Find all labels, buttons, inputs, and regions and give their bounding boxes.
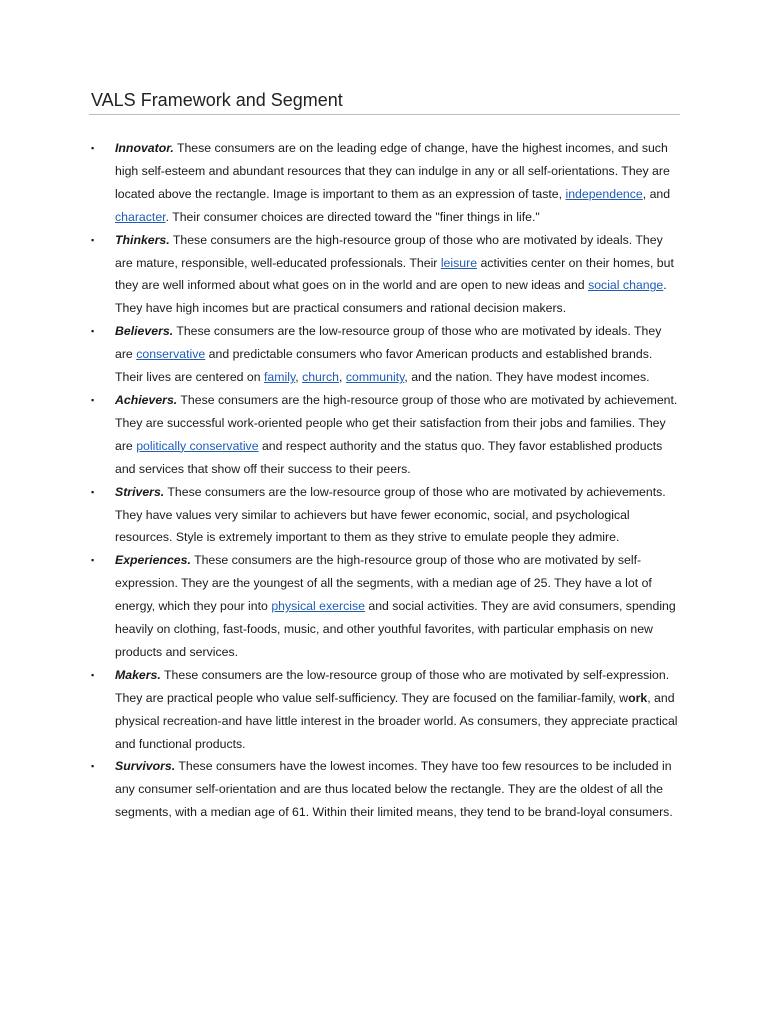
- segment-name: Believers.: [115, 324, 174, 339]
- segment-text: and social activities. They are avid consumers, spending heavily on clothing, fast-foods, music, and other youthful favorites, with particular emphasis on new products and services.: [115, 599, 676, 659]
- segment-name: Thinkers.: [115, 232, 170, 247]
- segment-name: Achievers.: [115, 392, 178, 407]
- inline-link[interactable]: independence: [565, 186, 643, 201]
- bullet-icon: ▪: [91, 761, 95, 772]
- segment-text: These consumers are the high-resource group of those who are motivated by achievement. They are successful work-oriented people who get their satisfaction from their jobs and families. They are: [115, 392, 678, 453]
- inline-link[interactable]: church: [302, 370, 339, 385]
- segment-item: [91, 481, 681, 550]
- segment-text: , and: [642, 186, 671, 201]
- segment-text: . Their consumer choices are directed toward the "finer things in life.": [165, 209, 540, 224]
- bullet-icon: ▪: [91, 555, 95, 566]
- segment-text: activities center on their homes, but they are well informed about what goes on in the world and are open to new ideas and: [115, 255, 674, 293]
- segment-name: Experiences.: [115, 553, 191, 568]
- bullet-icon: ▪: [91, 143, 95, 153]
- segment-text: These consumers are the low-resource group of those who are motivated by self-expression. They are practical people who value self-sufficiency. They are focused on the familiar-family, w: [115, 667, 670, 705]
- segment-text: ,: [295, 370, 303, 385]
- segment-text: These consumers are the high-resource group of those who are motivated by self-expression. They are the youngest of all the segments, with a median age of 25. They have a lot of energy, which they pour into: [115, 553, 652, 614]
- bullet-icon: ▪: [91, 669, 95, 680]
- bold-fragment: ork: [628, 690, 648, 705]
- segment-text: , and the nation. They have modest incomes.: [404, 370, 650, 385]
- segment-text: These consumers have the lowest incomes. They have too few resources to be included in any consumer self-orientation and are thus located below the rectangle. They are the oldest of all the segments, with a median age of 61. Within their limited means, they tend to be brand-loyal consumers.: [115, 759, 673, 820]
- segment-text: and respect authority and the status quo. They favor established products and services that show off their success to their peers.: [115, 438, 663, 476]
- bullet-icon: ▪: [91, 326, 95, 337]
- inline-link[interactable]: leisure: [440, 255, 478, 270]
- segment-text: These consumers are the low-resource group of those who are motivated by ideals. They are: [115, 324, 662, 362]
- segment-text: . They have high incomes but are practical consumers and rational decision makers.: [115, 278, 667, 316]
- inline-link[interactable]: character: [115, 209, 166, 224]
- title-divider: [89, 114, 680, 115]
- bullet-icon: ▪: [91, 486, 95, 497]
- segment-text: ,: [338, 370, 346, 385]
- segment-text: These consumers are on the leading edge of change, have the highest incomes, and such high self-esteem and abundant resources that they can indulge in any or all self-orientations. They are located above the rectangle. Image is important to them as an expression of taste,: [115, 141, 670, 201]
- inline-link[interactable]: social change: [588, 278, 664, 293]
- bullet-icon: ▪: [91, 234, 95, 245]
- inline-link[interactable]: conservative: [136, 347, 206, 362]
- segment-text: These consumers are the high-resource group of those who are motivated by ideals. They are mature, responsible, well-educated professionals. Their: [115, 232, 663, 270]
- segment-text: , and physical recreation-and have little interest in the broader world. As consumers, they appreciate practical and functional products.: [115, 690, 678, 751]
- segment-name: Makers.: [115, 667, 161, 682]
- inline-link[interactable]: physical exercise: [271, 599, 365, 614]
- inline-link[interactable]: family: [264, 370, 296, 385]
- segment-name: Strivers.: [115, 484, 165, 499]
- segment-name: Survivors.: [115, 759, 176, 774]
- segment-name: Innovator.: [115, 141, 174, 155]
- segment-item: [91, 229, 681, 321]
- page-title: VALS Framework and Segment: [91, 90, 343, 110]
- segment-item: [91, 320, 681, 389]
- inline-link[interactable]: politically conservative: [136, 438, 259, 453]
- segment-item: [91, 664, 681, 756]
- bullet-icon: ▪: [91, 394, 95, 405]
- segment-item: [91, 137, 681, 229]
- segment-list: [91, 137, 681, 824]
- segment-text: These consumers are the low-resource group of those who are motivated by achievements. They have values very similar to achievers but have fewer economic, social, and psychological resources. Style is extremely important to them as they strive to emulate people they admire.: [115, 484, 666, 545]
- segment-item: [91, 389, 681, 481]
- inline-link[interactable]: community: [345, 370, 405, 385]
- segment-item: [91, 549, 681, 664]
- segment-item: [91, 755, 681, 824]
- segment-text: and predictable consumers who favor American products and established brands. Their lives are centered on: [115, 347, 653, 385]
